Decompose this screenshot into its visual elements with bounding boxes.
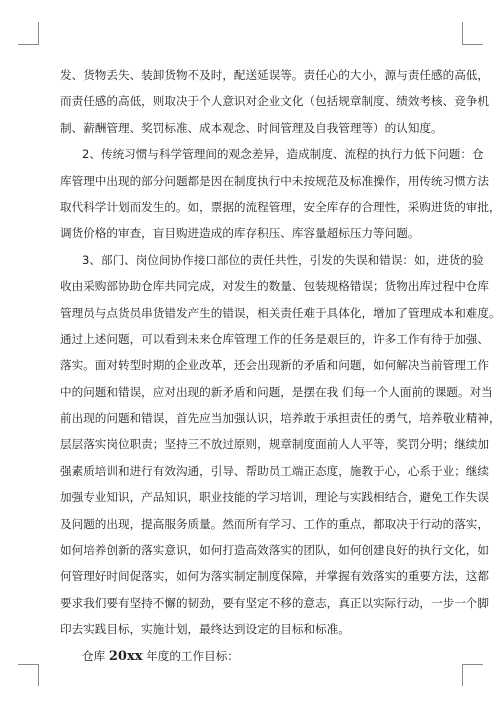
text-line: 管理员与点货员串货错发产生的错误，相关责任难于具体化，增加了管理成本和难度。 — [60, 305, 501, 320]
crop-mark-top-right — [462, 22, 463, 44]
text-line: 调货价格的审查，盲目购进造成的库存积压、库容量超标压力等问题。 — [60, 226, 420, 241]
crop-mark-bottom-left — [18, 664, 39, 665]
text-line: 库管理中出现的部分问题都是因在制度执行中未按规范及标准操作，用传统习惯方法 — [60, 173, 489, 188]
heading-prefix: 仓库 — [82, 648, 109, 663]
paragraph-first-line: 2、传统习惯与科学管理间的观念差异，造成制度、流程的执行力低下问题：仓 — [82, 147, 484, 162]
text-line: 通过上述问题，可以看到未来仓库管理工作的任务是艰巨的，许多工作有待于加强、 — [60, 331, 489, 346]
text-line: 加强专业知识，产品知识，职业技能的学习培训，理论与实践相结合，避免工作失误 — [60, 490, 489, 505]
paragraph-first-line: 3、部门、岗位间协作接口部位的责任共性，引发的失误和错误：如，进货的验 — [82, 252, 484, 267]
crop-mark-top-right — [462, 44, 483, 45]
text-line: 前出现的问题和错误，首先应当加强认识，培养敢于承担责任的勇气，培养敬业精神， — [60, 411, 501, 426]
text-line: 及问题的出现，提高服务质量。然而所有学习、工作的重点，都取决于行动的落实， — [60, 516, 489, 531]
crop-mark-top-left — [38, 22, 39, 44]
section-heading — [60, 643, 442, 669]
text-line: 取代科学计划而发生的。如，票据的流程管理，安全库存的合理性，采购进货的审批， — [60, 199, 501, 214]
text-line: 收由采购部协助仓库共同完成，对发生的数量、包装规格错误；货物出库过程中仓库 — [60, 279, 489, 294]
heading-suffix: 年度的工作目标： — [142, 648, 239, 663]
heading-year: 20xx — [108, 648, 143, 664]
text-line: 而责任感的高低，则取决于个人意识对企业文化（包括规章制度、绩效考核、竞争机 — [60, 94, 489, 109]
text-line: 中的问题和错误，应对出现的新矛盾和问题，是摆在我 们每一个人面前的课题。对当 — [60, 384, 493, 399]
text-line: 发、货物丢失、装卸货物不及时，配送延误等。责任心的大小，源与责任感的高低， — [60, 68, 489, 82]
crop-mark-bottom-left — [38, 664, 39, 686]
text-line: 落实。面对转型时期的企业改革，还会出现新的矛盾和问题，如何解决当前管理工作 — [60, 358, 489, 373]
text-line: 何管理好时间促落实，如何为落实制定制度保障，并掌握有效落实的重要方法，这都 — [60, 569, 489, 584]
crop-mark-bottom-right — [462, 664, 463, 686]
text-line: 强素质培训和进行有效沟通，引导、帮助员工端正态度，施教于心，心系于业；继续 — [60, 463, 489, 478]
document-body — [60, 62, 501, 669]
text-line: 印去实践目标，实施计划，最终达到设定的目标和标准。 — [60, 622, 350, 637]
text-line: 要求我们要有坚持不懈的韧劲，要有坚定不移的意志，真正以实际行动，一步一个脚 — [60, 595, 489, 610]
crop-mark-bottom-right — [462, 664, 483, 665]
text-line: 制、薪酬管理、奖罚标准、成本观念、时间管理及自我管理等）的认知度。 — [60, 120, 443, 135]
text-line: 如何培养创新的落实意识，如何打造高效落实的团队，如何创建良好的执行文化，如 — [60, 543, 489, 558]
text-line: 层层落实岗位职责；坚持三不放过原则，规章制度面前人人平等，奖罚分明；继续加 — [60, 437, 489, 452]
crop-mark-top-left — [18, 44, 39, 45]
